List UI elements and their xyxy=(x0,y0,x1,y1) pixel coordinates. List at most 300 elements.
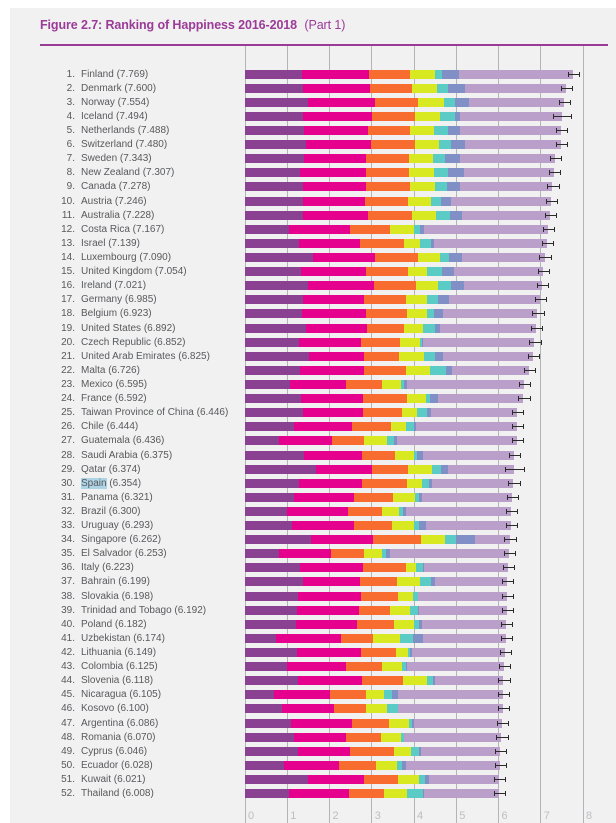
happiness-ranking-chart xyxy=(10,8,616,823)
bar-segment-magenta xyxy=(303,112,372,121)
rank-label: 20. xyxy=(61,336,75,348)
country-row xyxy=(10,321,616,335)
country-row xyxy=(10,95,616,109)
country-row xyxy=(10,660,616,674)
bar-segment-yellow-green xyxy=(364,549,382,558)
bar-segment-periwinkle xyxy=(442,267,454,276)
bar-segment-lavender xyxy=(419,606,507,615)
error-bar xyxy=(504,551,516,556)
country-label: United Arab Emirates (6.825) xyxy=(81,350,210,362)
country-label: Australia (7.228) xyxy=(81,209,155,221)
bar-segment-magenta xyxy=(298,747,350,756)
bar-segment-teal xyxy=(430,366,446,375)
country-row xyxy=(10,561,616,575)
country-row xyxy=(10,123,616,137)
country-row xyxy=(10,265,616,279)
error-bar xyxy=(499,664,511,669)
bar-segment-magenta xyxy=(298,592,362,601)
error-bar xyxy=(501,622,513,627)
bar-segment-orange xyxy=(354,521,392,530)
bar-segment-teal xyxy=(420,577,431,586)
bar-segment-yellow-green xyxy=(416,281,438,290)
rank-label: 25. xyxy=(61,407,75,419)
stacked-bar xyxy=(245,535,583,544)
stacked-bar xyxy=(245,563,583,572)
rank-label: 45. xyxy=(61,689,75,701)
error-bar xyxy=(502,594,514,599)
country-label: Malta (6.726) xyxy=(81,364,140,376)
error-bar xyxy=(535,297,547,302)
bar-segment-magenta xyxy=(309,352,364,361)
error-bar xyxy=(524,368,536,373)
bar-segment-lavender xyxy=(452,366,529,375)
error-bar xyxy=(504,537,516,542)
bar-segment-purple xyxy=(245,253,313,262)
bar-segment-yellow-green xyxy=(408,197,430,206)
country-row xyxy=(10,476,616,490)
country-label: Singapore (6.262) xyxy=(81,534,162,546)
bar-segment-orange xyxy=(339,761,376,770)
bar-segment-orange xyxy=(332,436,364,445)
country-row xyxy=(10,772,616,786)
bar-segment-teal xyxy=(427,309,434,318)
bar-segment-orange xyxy=(361,592,398,601)
rank-label: 30. xyxy=(61,477,75,489)
error-bar xyxy=(531,326,543,331)
bar-segment-lavender xyxy=(448,465,514,474)
bar-segment-teal xyxy=(410,606,418,615)
country-row xyxy=(10,674,616,688)
country-row xyxy=(10,180,616,194)
bar-segment-yellow-green xyxy=(381,733,401,742)
bar-segment-orange xyxy=(360,577,397,586)
bar-segment-teal xyxy=(420,239,431,248)
bar-segment-orange xyxy=(357,620,394,629)
country-label: Chile (6.444) xyxy=(81,421,139,433)
rank-label: 28. xyxy=(61,449,75,461)
bar-segment-yellow-green xyxy=(404,239,420,248)
bar-segment-orange xyxy=(372,112,415,121)
bar-segment-orange xyxy=(362,451,396,460)
bar-segment-magenta xyxy=(289,789,349,798)
bar-segment-purple xyxy=(245,648,297,657)
bar-segment-purple xyxy=(245,676,298,685)
bar-segment-lavender xyxy=(443,309,537,318)
bar-segment-lavender xyxy=(454,267,543,276)
rank-label: 36. xyxy=(61,562,75,574)
stacked-bar xyxy=(245,662,583,671)
stacked-bar xyxy=(245,281,583,290)
bar-segment-purple xyxy=(245,366,300,375)
error-bar xyxy=(497,721,509,726)
rank-label: 23. xyxy=(61,378,75,390)
error-bar xyxy=(494,777,506,782)
rank-label: 31. xyxy=(61,491,75,503)
bar-segment-teal xyxy=(434,126,448,135)
x-axis-tick-label: 2 xyxy=(332,810,339,822)
bar-segment-magenta xyxy=(303,197,365,206)
x-axis-tick-label: 1 xyxy=(290,810,297,822)
bar-segment-teal xyxy=(435,182,447,191)
error-bar xyxy=(503,565,515,570)
bar-segment-teal xyxy=(427,295,438,304)
bar-segment-orange xyxy=(366,267,408,276)
country-row xyxy=(10,490,616,504)
stacked-bar xyxy=(245,366,583,375)
bar-segment-orange xyxy=(341,634,373,643)
country-row xyxy=(10,194,616,208)
bar-segment-purple xyxy=(245,380,290,389)
country-label: Finland (7.769) xyxy=(81,68,149,80)
country-label: Luxembourg (7.090) xyxy=(81,251,172,263)
country-label: Colombia (6.125) xyxy=(81,661,158,673)
country-label: Guatemala (6.436) xyxy=(81,435,165,447)
bar-segment-purple xyxy=(245,182,303,191)
bar-segment-teal xyxy=(384,690,392,699)
bar-segment-purple xyxy=(245,309,302,318)
rank-label: 51. xyxy=(61,774,75,786)
country-row xyxy=(10,434,616,448)
stacked-bar xyxy=(245,394,583,403)
error-bar xyxy=(507,495,519,500)
country-label: Uruguay (6.293) xyxy=(81,520,154,532)
bar-segment-lavender xyxy=(443,352,534,361)
country-row xyxy=(10,504,616,518)
bar-segment-periwinkle xyxy=(455,98,469,107)
error-bar xyxy=(512,424,524,429)
bar-segment-lavender xyxy=(424,563,508,572)
rank-label: 41. xyxy=(61,632,75,644)
rank-label: 52. xyxy=(61,788,75,800)
country-label: Kuwait (6.021) xyxy=(81,774,146,786)
bar-segment-teal xyxy=(431,197,441,206)
x-axis-tick-label: 3 xyxy=(374,810,381,822)
bar-segment-teal xyxy=(411,747,419,756)
country-row xyxy=(10,138,616,152)
stacked-bar xyxy=(245,380,583,389)
bar-segment-yellow-green xyxy=(366,690,384,699)
rank-label: 13. xyxy=(61,237,75,249)
country-row xyxy=(10,279,616,293)
country-row xyxy=(10,730,616,744)
stacked-bar xyxy=(245,465,583,474)
bar-segment-periwinkle xyxy=(451,281,464,290)
rank-label: 7. xyxy=(66,153,75,165)
bar-segment-yellow-green xyxy=(373,634,400,643)
bar-segment-lavender xyxy=(418,592,507,601)
error-bar xyxy=(502,608,514,613)
bar-segment-yellow-green xyxy=(408,465,431,474)
country-row xyxy=(10,462,616,476)
bar-segment-purple xyxy=(245,436,279,445)
error-bar xyxy=(550,156,562,161)
bar-segment-magenta xyxy=(287,662,347,671)
rank-label: 46. xyxy=(61,703,75,715)
rank-label: 8. xyxy=(66,167,75,179)
rank-label: 4. xyxy=(66,110,75,122)
stacked-bar xyxy=(245,789,583,798)
bar-segment-purple xyxy=(245,84,303,93)
bar-segment-teal xyxy=(436,211,450,220)
country-label: France (6.592) xyxy=(81,393,147,405)
bar-segment-lavender xyxy=(398,690,503,699)
country-row xyxy=(10,335,616,349)
country-label: El Salvador (6.253) xyxy=(81,548,167,560)
bar-segment-yellow-green xyxy=(398,775,419,784)
stacked-bar xyxy=(245,733,583,742)
bar-segment-yellow-green xyxy=(384,789,408,798)
country-label: Belgium (6.923) xyxy=(81,308,152,320)
stacked-bar xyxy=(245,324,583,333)
bar-segment-purple xyxy=(245,267,301,276)
bar-segment-magenta xyxy=(301,394,363,403)
country-label: Poland (6.182) xyxy=(81,618,147,630)
bar-segment-orange xyxy=(362,676,402,685)
bar-segment-periwinkle xyxy=(445,154,461,163)
bar-segment-yellow-green xyxy=(406,295,427,304)
stacked-bar xyxy=(245,451,583,460)
bar-segment-purple xyxy=(245,479,299,488)
bar-segment-orange xyxy=(360,239,403,248)
error-bar xyxy=(512,410,524,415)
bar-segment-magenta xyxy=(306,324,368,333)
error-bar xyxy=(561,86,573,91)
bar-segment-yellow-green xyxy=(390,606,411,615)
bar-segment-yellow-green xyxy=(407,309,427,318)
stacked-bar xyxy=(245,309,583,318)
rank-label: 32. xyxy=(61,505,75,517)
bar-segment-yellow-green xyxy=(392,521,414,530)
stacked-bar xyxy=(245,507,583,516)
bar-segment-yellow-green xyxy=(382,380,400,389)
bar-segment-yellow-green xyxy=(410,70,435,79)
bar-segment-magenta xyxy=(303,84,369,93)
error-bar xyxy=(506,523,518,528)
country-row xyxy=(10,631,616,645)
bar-segment-teal xyxy=(444,98,455,107)
country-row xyxy=(10,744,616,758)
rank-label: 29. xyxy=(61,463,75,475)
bar-segment-teal xyxy=(445,535,456,544)
country-row xyxy=(10,420,616,434)
bar-segment-lavender xyxy=(460,154,555,163)
bar-segment-purple xyxy=(245,733,294,742)
stacked-bar xyxy=(245,436,583,445)
country-label: Argentina (6.086) xyxy=(81,717,159,729)
bar-segment-lavender xyxy=(406,761,500,770)
bar-segment-periwinkle xyxy=(441,465,448,474)
country-label: Czech Republic (6.852) xyxy=(81,336,186,348)
bar-segment-periwinkle xyxy=(413,634,423,643)
country-label: Spain (6.354) xyxy=(81,477,142,489)
country-label: Sweden (7.343) xyxy=(81,153,152,165)
bar-segment-magenta xyxy=(291,719,352,728)
bar-segment-teal xyxy=(434,168,448,177)
stacked-bar xyxy=(245,352,583,361)
bar-segment-teal xyxy=(423,324,435,333)
bar-segment-magenta xyxy=(311,535,373,544)
figure-title-part: (Part 1) xyxy=(304,18,346,32)
country-row xyxy=(10,81,616,95)
bar-segment-magenta xyxy=(299,479,362,488)
bar-segment-orange xyxy=(370,84,412,93)
error-bar xyxy=(498,692,510,697)
country-label: Panama (6.321) xyxy=(81,491,153,503)
bar-segment-magenta xyxy=(302,309,366,318)
stacked-bar xyxy=(245,70,583,79)
bar-segment-orange xyxy=(372,465,409,474)
country-label: Slovenia (6.118) xyxy=(81,675,154,687)
error-bar xyxy=(528,354,540,359)
bar-segment-magenta xyxy=(298,676,362,685)
stacked-bar xyxy=(245,676,583,685)
bar-segment-purple xyxy=(245,168,300,177)
country-label: Saudi Arabia (6.375) xyxy=(81,449,173,461)
stacked-bar xyxy=(245,592,583,601)
bar-segment-yellow-green xyxy=(406,563,416,572)
bar-segment-yellow-green xyxy=(391,422,406,431)
rank-label: 22. xyxy=(61,364,75,376)
country-label: Cyprus (6.046) xyxy=(81,745,148,757)
rank-label: 43. xyxy=(61,661,75,673)
rank-label: 18. xyxy=(61,308,75,320)
bar-segment-purple xyxy=(245,225,289,234)
figure-title-main: Figure 2.7: Ranking of Happiness 2016-2018 xyxy=(40,18,298,32)
bar-segment-magenta xyxy=(284,761,339,770)
bar-segment-purple xyxy=(245,338,299,347)
rank-label: 27. xyxy=(61,435,75,447)
error-bar xyxy=(494,791,506,796)
error-bar xyxy=(546,199,558,204)
bar-segment-magenta xyxy=(303,577,361,586)
stacked-bar xyxy=(245,338,583,347)
country-row xyxy=(10,208,616,222)
bar-segment-orange xyxy=(352,719,389,728)
bar-segment-lavender xyxy=(421,747,500,756)
error-bar xyxy=(505,467,525,472)
stacked-bar xyxy=(245,620,583,629)
bar-segment-yellow-green xyxy=(396,648,408,657)
country-label: Kosovo (6.100) xyxy=(81,703,149,715)
bar-segment-periwinkle xyxy=(442,70,459,79)
bar-segment-lavender xyxy=(462,211,550,220)
country-label: Trinidad and Tobago (6.192) xyxy=(81,604,207,616)
country-row xyxy=(10,293,616,307)
error-bar xyxy=(556,128,568,133)
country-label: Iceland (7.494) xyxy=(81,110,148,122)
bar-segment-magenta xyxy=(316,465,371,474)
bar-segment-orange xyxy=(354,493,392,502)
error-bar xyxy=(502,579,514,584)
country-label: Costa Rica (7.167) xyxy=(81,223,165,235)
country-label: Norway (7.554) xyxy=(81,96,150,108)
bar-segment-purple xyxy=(245,451,304,460)
bar-segment-magenta xyxy=(294,422,352,431)
bar-segment-yellow-green xyxy=(415,112,440,121)
bar-segment-periwinkle xyxy=(449,253,462,262)
bar-segment-teal xyxy=(433,154,444,163)
bar-segment-orange xyxy=(346,662,382,671)
bar-segment-purple xyxy=(245,465,316,474)
country-label: Canada (7.278) xyxy=(81,181,151,193)
bar-segment-magenta xyxy=(297,648,361,657)
bar-segment-yellow-green xyxy=(394,747,411,756)
stacked-bar xyxy=(245,704,583,713)
bar-segment-orange xyxy=(366,309,408,318)
bar-segment-lavender xyxy=(406,507,511,516)
bar-segment-orange xyxy=(364,366,406,375)
country-row xyxy=(10,363,616,377)
bar-segment-magenta xyxy=(302,70,369,79)
stacked-bar xyxy=(245,112,583,121)
stacked-bar xyxy=(245,84,583,93)
bar-segment-purple xyxy=(245,295,303,304)
bar-segment-yellow-green xyxy=(364,436,387,445)
bar-segment-magenta xyxy=(304,451,361,460)
stacked-bar xyxy=(245,126,583,135)
rank-label: 2. xyxy=(66,82,75,94)
bar-segment-purple xyxy=(245,154,304,163)
country-row xyxy=(10,349,616,363)
bar-segment-lavender xyxy=(426,521,511,530)
country-label: Denmark (7.600) xyxy=(81,82,157,94)
rank-label: 6. xyxy=(66,139,75,151)
bar-segment-teal xyxy=(400,634,414,643)
bar-segment-yellow-green xyxy=(404,324,423,333)
bar-segment-orange xyxy=(371,140,415,149)
bar-segment-lavender xyxy=(398,704,502,713)
bar-segment-lavender xyxy=(424,225,548,234)
bar-segment-teal xyxy=(387,704,398,713)
bar-segment-lavender xyxy=(462,253,545,262)
bar-segment-lavender xyxy=(407,380,524,389)
bar-segment-magenta xyxy=(294,493,355,502)
bar-segment-lavender xyxy=(423,338,534,347)
bar-segment-purple xyxy=(245,704,282,713)
country-row xyxy=(10,307,616,321)
bar-segment-purple xyxy=(245,197,303,206)
bar-segment-periwinkle xyxy=(448,126,461,135)
bar-segment-periwinkle xyxy=(448,168,464,177)
x-axis-tick-label: 7 xyxy=(543,810,550,822)
bar-segment-lavender xyxy=(423,634,505,643)
bar-segment-orange xyxy=(331,549,364,558)
bar-segment-purple xyxy=(245,422,294,431)
bar-segment-lavender xyxy=(464,168,554,177)
bar-segment-lavender xyxy=(432,479,513,488)
bar-segment-yellow-green xyxy=(415,140,439,149)
bar-segment-yellow-green xyxy=(397,577,420,586)
country-label: Brazil (6.300) xyxy=(81,505,141,517)
country-label: Italy (6.223) xyxy=(81,562,134,574)
country-label: Austria (7.246) xyxy=(81,195,147,207)
bar-segment-lavender xyxy=(464,281,542,290)
bar-segment-lavender xyxy=(451,197,551,206)
bar-segment-yellow-green xyxy=(400,338,419,347)
country-row xyxy=(10,166,616,180)
country-row xyxy=(10,533,616,547)
bar-segment-yellow-green xyxy=(402,408,417,417)
error-bar xyxy=(537,283,549,288)
bar-segment-periwinkle xyxy=(434,309,443,318)
error-bar xyxy=(498,678,510,683)
country-label: Switzerland (7.480) xyxy=(81,139,168,151)
bar-segment-purple xyxy=(245,761,284,770)
bar-segment-orange xyxy=(346,733,381,742)
country-label: Slovakia (6.198) xyxy=(81,590,154,602)
bar-segment-purple xyxy=(245,521,292,530)
bar-segment-lavender xyxy=(434,239,547,248)
